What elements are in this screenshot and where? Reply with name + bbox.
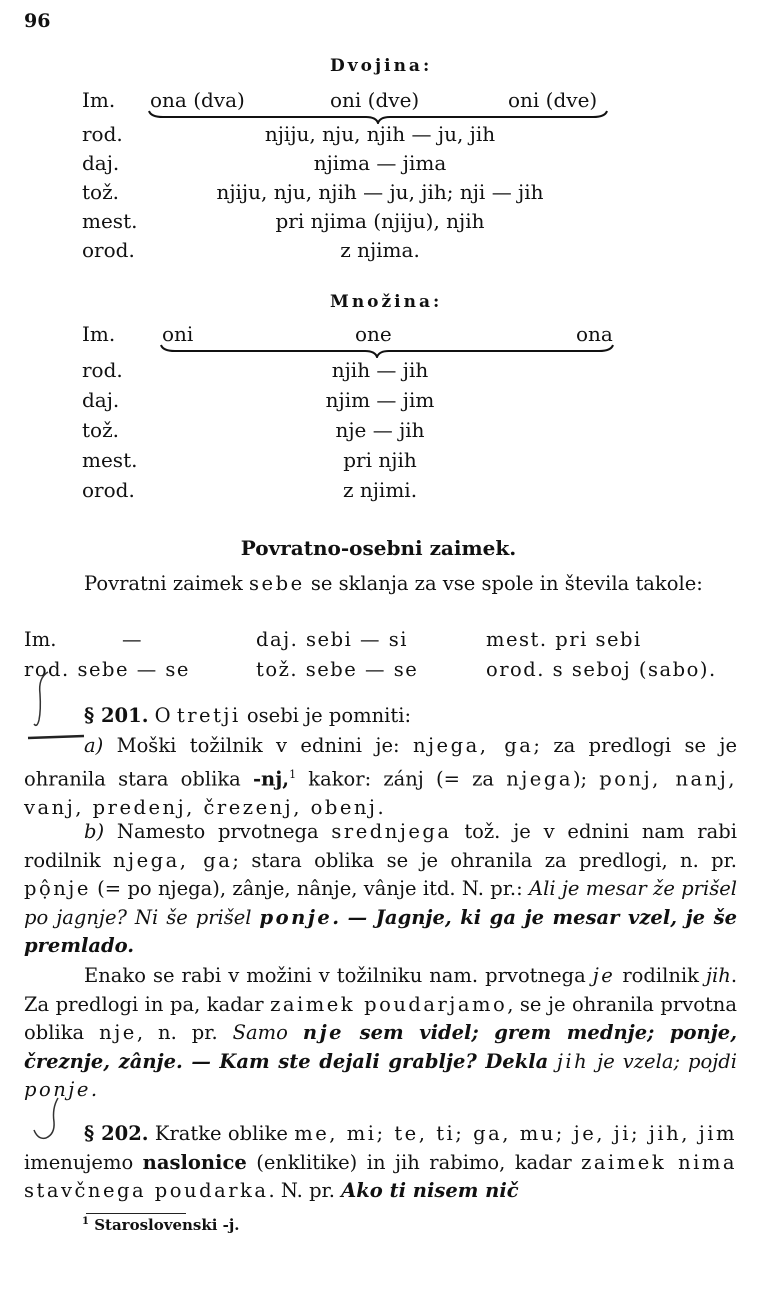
example-spaced: jih (556, 1049, 590, 1073)
section-title: Povratno-osebni zaimek. (240, 536, 517, 560)
text: (= za (423, 767, 507, 790)
italic-form: je (592, 964, 616, 987)
dvojina-case-label: mest. (82, 209, 138, 233)
dvojina-case-forms: njima — jima (313, 151, 447, 175)
spaced-word: sebe (249, 572, 305, 595)
dvojina-im-form: oni (dve) (330, 88, 420, 112)
text: itd. N. pr.: (416, 877, 529, 900)
dvojina-im-form: oni (dve) (508, 88, 598, 112)
dvojina-case-forms: njiju, nju, njih — ju, jih (264, 122, 496, 146)
italic-form: jih (705, 964, 731, 987)
mnozina-case-label: tož. (82, 418, 119, 442)
bold-term: naslonice (142, 1150, 247, 1174)
mnozina-case-label: mest. (82, 448, 138, 472)
example-text: . — Jagnje, ki ga je mesar vzel, je še premlado. (24, 905, 738, 957)
dvojina-case-forms: njiju, nju, njih — ju, jih; nji — jih (216, 180, 544, 204)
section-number: § 201. (84, 704, 149, 727)
text: . Za predlogi in pa, kadar (24, 964, 738, 1016)
footnote-text: Staroslovenski -ј. (88, 1216, 240, 1234)
paragraph-a (24, 732, 737, 822)
mnozina-case-forms: pri njih (343, 448, 417, 472)
sebe-mest: mest. pri sebi (486, 628, 642, 651)
spaced-word: me, mi; te, ti; ga, mu; je, ji; jih, jim (294, 1122, 737, 1145)
text: se sklanja za vse spole in števila takole: (304, 572, 703, 595)
text: ); (572, 767, 600, 790)
mnozina-im-form: oni (162, 322, 194, 346)
example-spaced: ponje (24, 1078, 91, 1101)
spaced-word: njega, ga (412, 734, 534, 757)
item-label: a) (84, 734, 104, 757)
text: Kratke oblike (148, 1122, 295, 1145)
dvojina-im-form: ona (dva) (150, 88, 245, 112)
spaced-word: tretji (176, 704, 241, 727)
form: zánj (383, 767, 424, 790)
mnozina-heading: Množina: (330, 292, 443, 312)
text: . (377, 795, 384, 819)
mnozina-case-label: daj. (82, 388, 120, 412)
mnozina-case-forms: njim — jim (325, 388, 435, 412)
dvojina-case-forms: z njima. (340, 238, 420, 262)
example-text: je vzela; pojdi (589, 1049, 737, 1073)
form: njega (157, 877, 213, 900)
spaced-word: njega (506, 767, 573, 790)
sebe-orod: orod. s seboj (sabo). (486, 658, 717, 681)
text: Povratni zaimek (84, 572, 250, 595)
dvojina-case-label: daj. (82, 151, 120, 175)
footnote (82, 1216, 240, 1234)
mnozina-im-form: one (355, 322, 392, 346)
paragraph-b (24, 818, 737, 961)
spaced-word: zaimek poudarjamo (270, 992, 508, 1016)
text: ; stara oblika se je ohranila za predlogi, n. pr. (232, 848, 737, 872)
text: osebi je pomniti: (240, 704, 412, 727)
mnozina-case-label: orod. (82, 478, 135, 502)
dvojina-case-label: tož. (82, 180, 119, 204)
spaced-word: srednjega (331, 820, 452, 843)
item-label: b) (84, 820, 105, 843)
paragraph-201 (24, 702, 737, 731)
page-number: 96 (24, 10, 51, 32)
spaced-word: pộnje (24, 877, 91, 900)
text: ; za predlogi se je ohranila stara oblika (24, 734, 737, 790)
form: zânje, nânje, vânje (232, 877, 417, 900)
sebe-daj: daj. sebi — si (256, 628, 408, 651)
spaced-word: ponj, nanj, vanj, predenj, črezenj, obenj (24, 767, 737, 819)
example-text: Ali je mesar že prišel po jagnje? Ni še prišel (24, 877, 738, 929)
mnozina-brace (160, 344, 614, 358)
mnozina-im-form: ona (576, 322, 613, 346)
example-spaced: ponje (259, 905, 333, 929)
sebe-im: Im. (24, 628, 57, 651)
text: rodilnik (615, 964, 706, 987)
mnozina-case-label: rod. (82, 358, 123, 382)
footnote-ref: 1 (289, 767, 297, 781)
mnozina-case-forms: njih — jih (331, 358, 429, 382)
example-text: Ako ti nisem nič (341, 1179, 519, 1202)
dvojina-heading: Dvojina: (330, 56, 433, 76)
text: . N. pr. (268, 1179, 342, 1202)
text: (= po (90, 877, 158, 900)
paragraph-enako (24, 962, 737, 1105)
sebe-im-dash: — (122, 628, 142, 651)
text: , n. pr. (136, 1021, 233, 1044)
intro-paragraph (24, 570, 737, 599)
sebe-rod: rod. sebe — se (24, 658, 190, 681)
text: ), (212, 877, 233, 900)
text: Namesto prvotnega (104, 820, 332, 843)
text: (enklitike) in jih rabimo, kadar (246, 1150, 582, 1174)
example-text: . (90, 1078, 98, 1101)
spaced-word: zaimek nima stavčnega poudarka (24, 1150, 738, 1202)
mnozina-case-forms: nje — jih (335, 418, 425, 442)
text: kakor: (296, 767, 384, 790)
spaced-word: njega, ga (112, 848, 233, 872)
footnote-rule (86, 1213, 186, 1214)
text: Enako se rabi v možini v tožilniku nam. prvotnega (84, 964, 593, 987)
footnote-number: 1 (82, 1216, 89, 1227)
text: imenujemo (24, 1150, 143, 1174)
text: tož. je v ednini nam rabi rodilnik (24, 820, 737, 872)
example-spaced: nje (302, 1021, 345, 1044)
text: O (148, 704, 177, 727)
mnozina-table (0, 0, 757, 520)
section-number: § 202. (84, 1122, 149, 1145)
sebe-toz: tož. sebe — se (256, 658, 419, 681)
dvojina-case-forms: pri njima (njiju), njih (275, 209, 485, 233)
text: , se je ohranila prvotna oblika (24, 992, 737, 1044)
text: Moški tožilnik v ednini je: (103, 734, 413, 757)
example-text: sem videl; grem mednje; ponje, čreznje, zânje. — Kam ste dejali grablje? Dekla (24, 1021, 737, 1073)
paragraph-202 (24, 1120, 737, 1206)
example-text: Samo (232, 1021, 303, 1044)
mnozina-im-label: Im. (82, 322, 116, 346)
mnozina-case-forms: z njimi. (342, 478, 418, 502)
spaced-word: nje (99, 1021, 137, 1044)
bold-form: -nj, (252, 767, 290, 790)
dvojina-case-label: orod. (82, 238, 135, 262)
dvojina-case-label: rod. (82, 122, 123, 146)
dvojina-im-label: Im. (82, 88, 116, 112)
